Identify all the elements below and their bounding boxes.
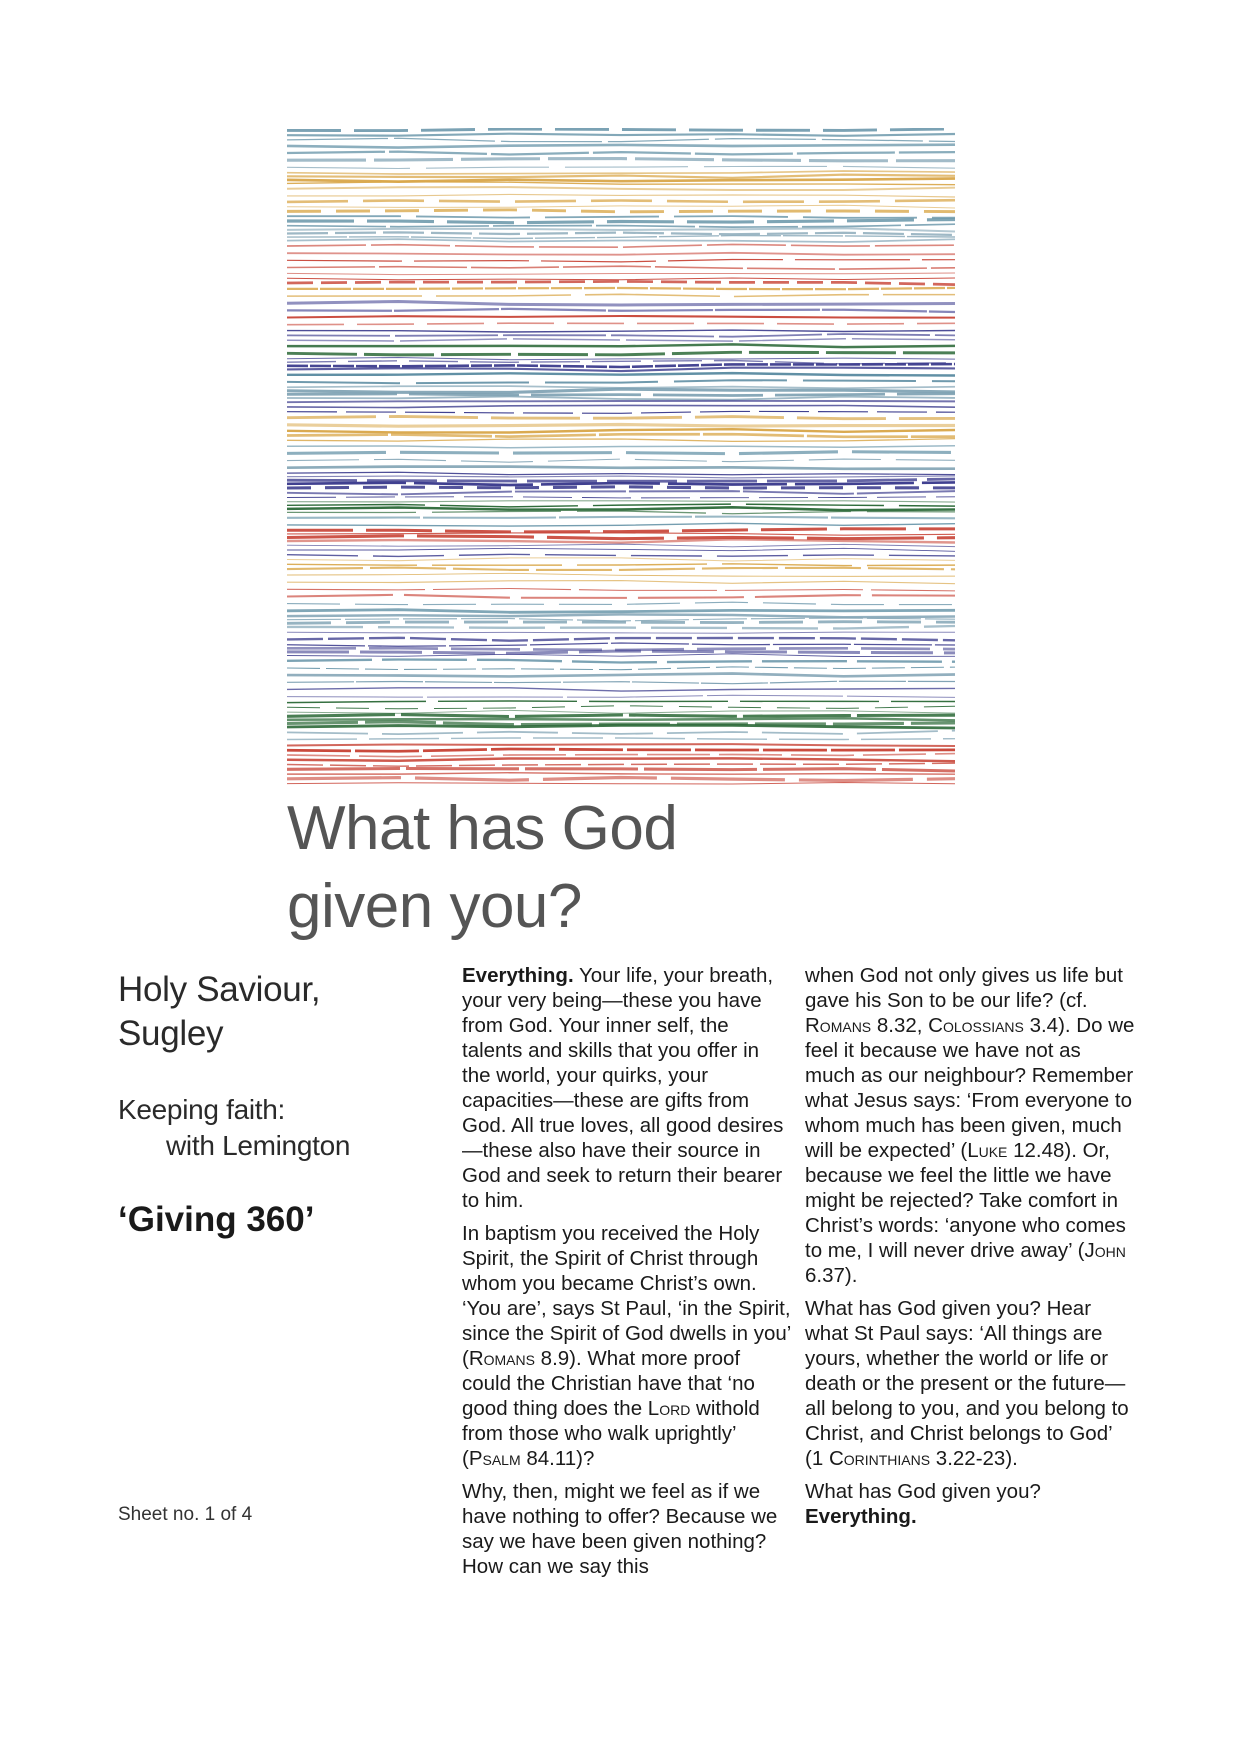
stripe-line	[287, 278, 955, 280]
stripe-line	[287, 654, 955, 657]
stripe-line	[287, 695, 955, 697]
stripe-line	[287, 323, 955, 325]
stripe-line	[287, 316, 955, 318]
stripe-line	[287, 710, 955, 713]
title-line-1: What has God	[287, 794, 678, 863]
stripe-line	[287, 302, 955, 306]
stripe-line	[287, 479, 955, 481]
stripe-line	[287, 439, 955, 442]
stripe-line	[287, 491, 955, 494]
stripe-line	[287, 487, 955, 488]
stripe-line	[287, 339, 955, 341]
stripe-line	[287, 472, 955, 474]
stripe-line	[287, 501, 955, 502]
stripe-line	[287, 380, 955, 383]
stripe-line	[287, 763, 955, 766]
stripe-line	[287, 434, 955, 437]
stripe-line	[287, 129, 955, 131]
stripe-line	[287, 507, 955, 510]
stripe-line	[287, 632, 955, 633]
stripe-line	[287, 138, 955, 141]
title-line-2: given you?	[287, 872, 582, 941]
stripe-line	[287, 626, 955, 629]
stripe-line	[287, 134, 955, 136]
sidebar	[118, 968, 438, 1240]
stripe-line	[287, 769, 955, 772]
stripe-line	[287, 548, 955, 551]
stripe-line	[287, 643, 955, 646]
stripe-line	[287, 253, 955, 255]
stripe-line	[287, 416, 955, 418]
giving-360-heading: ‘Giving 360’	[118, 1200, 315, 1239]
stripe-line	[287, 394, 955, 396]
stripe-line	[287, 660, 955, 663]
stripe-line	[287, 220, 955, 223]
stripe-line	[287, 749, 955, 751]
stripe-line	[287, 523, 955, 526]
stripe-line	[287, 205, 955, 208]
stripe-line	[287, 425, 955, 427]
text-column-1	[462, 963, 792, 1587]
stripe-line	[287, 334, 955, 337]
paragraph: What has God given you? Everything.	[805, 1480, 1041, 1528]
stripe-line	[287, 358, 955, 360]
stripe-line	[287, 330, 955, 332]
stripe-line	[287, 511, 955, 514]
stripe-line	[287, 731, 955, 735]
stripe-line	[287, 529, 955, 532]
stripe-line	[287, 145, 955, 148]
stripe-line	[287, 216, 955, 218]
page-title	[287, 790, 987, 946]
stripe-line	[287, 778, 955, 781]
stripe-line	[287, 171, 955, 174]
striped-artwork	[287, 128, 955, 786]
stripe-line	[287, 373, 955, 375]
stripe-line	[287, 674, 955, 677]
stripe-line	[287, 200, 955, 202]
stripe-line	[287, 638, 955, 641]
stripe-line	[287, 459, 955, 462]
stripe-line	[287, 294, 955, 296]
stripe-line	[287, 725, 955, 728]
paragraph: What has God given you? Hear what St Paul says: ‘All things are yours, whether the world or life or death or the present or the future—all belong to you, and you belong to Christ, and Christ belongs to God’ (1 Corinthians 3.22-23).	[805, 1297, 1129, 1470]
stripe-line	[287, 232, 955, 235]
paragraph: Everything. Your life, your breath, your very being—these you have from God. Your inner self, the talents and skills that you offer in the world, your quirks, your capacities—these are gifts from God. All true loves, all good desires—these also have their source in God and seek to return their bearer to him.	[462, 964, 784, 1212]
stripe-line	[287, 602, 955, 604]
stripe-line	[287, 344, 955, 347]
stripe-line	[287, 187, 955, 190]
stripe-line	[287, 352, 955, 355]
stripe-line	[287, 224, 955, 227]
stripe-line	[287, 152, 955, 155]
stripe-line	[287, 429, 955, 432]
stripe-line	[287, 667, 955, 670]
stripe-line	[287, 783, 955, 785]
stripe-line	[287, 411, 955, 413]
stripe-line	[287, 589, 955, 591]
stripe-line	[287, 482, 955, 485]
stripe-line	[287, 614, 955, 617]
stripe-line	[287, 239, 955, 242]
stripe-line	[287, 706, 955, 709]
keeping-faith-subtitle: Keeping faith: with Lemington	[118, 1094, 351, 1161]
stripe-line	[287, 701, 955, 703]
stripe-line	[287, 744, 955, 746]
stripe-line	[287, 573, 955, 576]
stripe-line	[287, 773, 955, 775]
stripe-line	[287, 309, 955, 312]
stripe-line	[287, 718, 955, 720]
stripe-line	[287, 544, 955, 547]
stripe-line	[287, 517, 955, 519]
stripe-line	[287, 610, 955, 613]
stripe-line	[287, 389, 955, 392]
stripe-line	[287, 758, 955, 761]
stripe-line	[287, 401, 955, 402]
stripe-line	[287, 595, 955, 598]
stripe-line	[287, 405, 955, 407]
stripe-line	[287, 210, 955, 212]
stripe-line	[287, 396, 955, 399]
stripe-line	[287, 651, 955, 653]
stripe-line	[287, 564, 955, 566]
stripe-line	[287, 754, 955, 757]
church-name: Holy Saviour, Sugley	[118, 970, 321, 1053]
stripe-line	[287, 273, 955, 275]
stripe-line	[287, 497, 955, 498]
stripe-line	[287, 715, 955, 717]
stripe-line	[287, 688, 955, 691]
stripe-line	[287, 244, 955, 247]
paragraph: In baptism you received the Holy Spirit, the Spirit of Christ through whom you became Christ’s own. ‘You are’, says St Paul, ‘in the Spirit, since the Spirit of God dwells in you’ (Romans 8.9). What more proof could the Christian have that ‘no good thing does the Lord withold from those who walk uprightly’ (Psalm 84.11)?	[462, 1222, 791, 1470]
text-column-2	[805, 963, 1135, 1537]
stripe-line	[287, 288, 955, 289]
stripe-line	[287, 166, 955, 168]
stripe-line	[287, 476, 955, 478]
stripe-line	[287, 738, 955, 740]
stripe-line	[287, 467, 955, 469]
sheet-number: Sheet no. 1 of 4	[118, 1504, 253, 1525]
stripe-line	[287, 558, 955, 561]
paragraph: when God not only gives us life but gave his Son to be our life? (cf. Romans 8.32, Colossians 3.4). Do we feel it because we have not as much as our neighbour? Remember what Jesus says: ‘From everyone to whom much has been given, much will be expected’ (Luke 12.48). Or, because we feel the little we have might be rejected? Take comfort in Christ’s words: ‘anyone who comes to me, I will never drive away’ (John 6.37).	[805, 964, 1135, 1287]
stripe-line	[287, 536, 955, 539]
stripe-line	[287, 452, 955, 454]
stripe-line	[287, 159, 955, 161]
stripe-line	[287, 446, 955, 448]
stripe-line	[287, 581, 955, 584]
paragraph: Why, then, might we feel as if we have nothing to offer? Because we say we have been given nothing? How can we say this	[462, 1480, 778, 1578]
stripe-line	[287, 236, 955, 239]
stripe-line	[287, 364, 955, 367]
stripe-line	[287, 554, 955, 556]
stripe-line	[287, 179, 955, 182]
stripe-line	[287, 228, 955, 231]
stripe-line	[287, 175, 955, 178]
stripe-line	[287, 622, 955, 624]
stripe-line	[287, 568, 955, 570]
stripe-line	[287, 281, 955, 284]
stripe-line	[287, 260, 955, 262]
stripe-line	[287, 266, 955, 269]
stripe-line	[287, 681, 955, 684]
stripe-line	[287, 194, 955, 197]
